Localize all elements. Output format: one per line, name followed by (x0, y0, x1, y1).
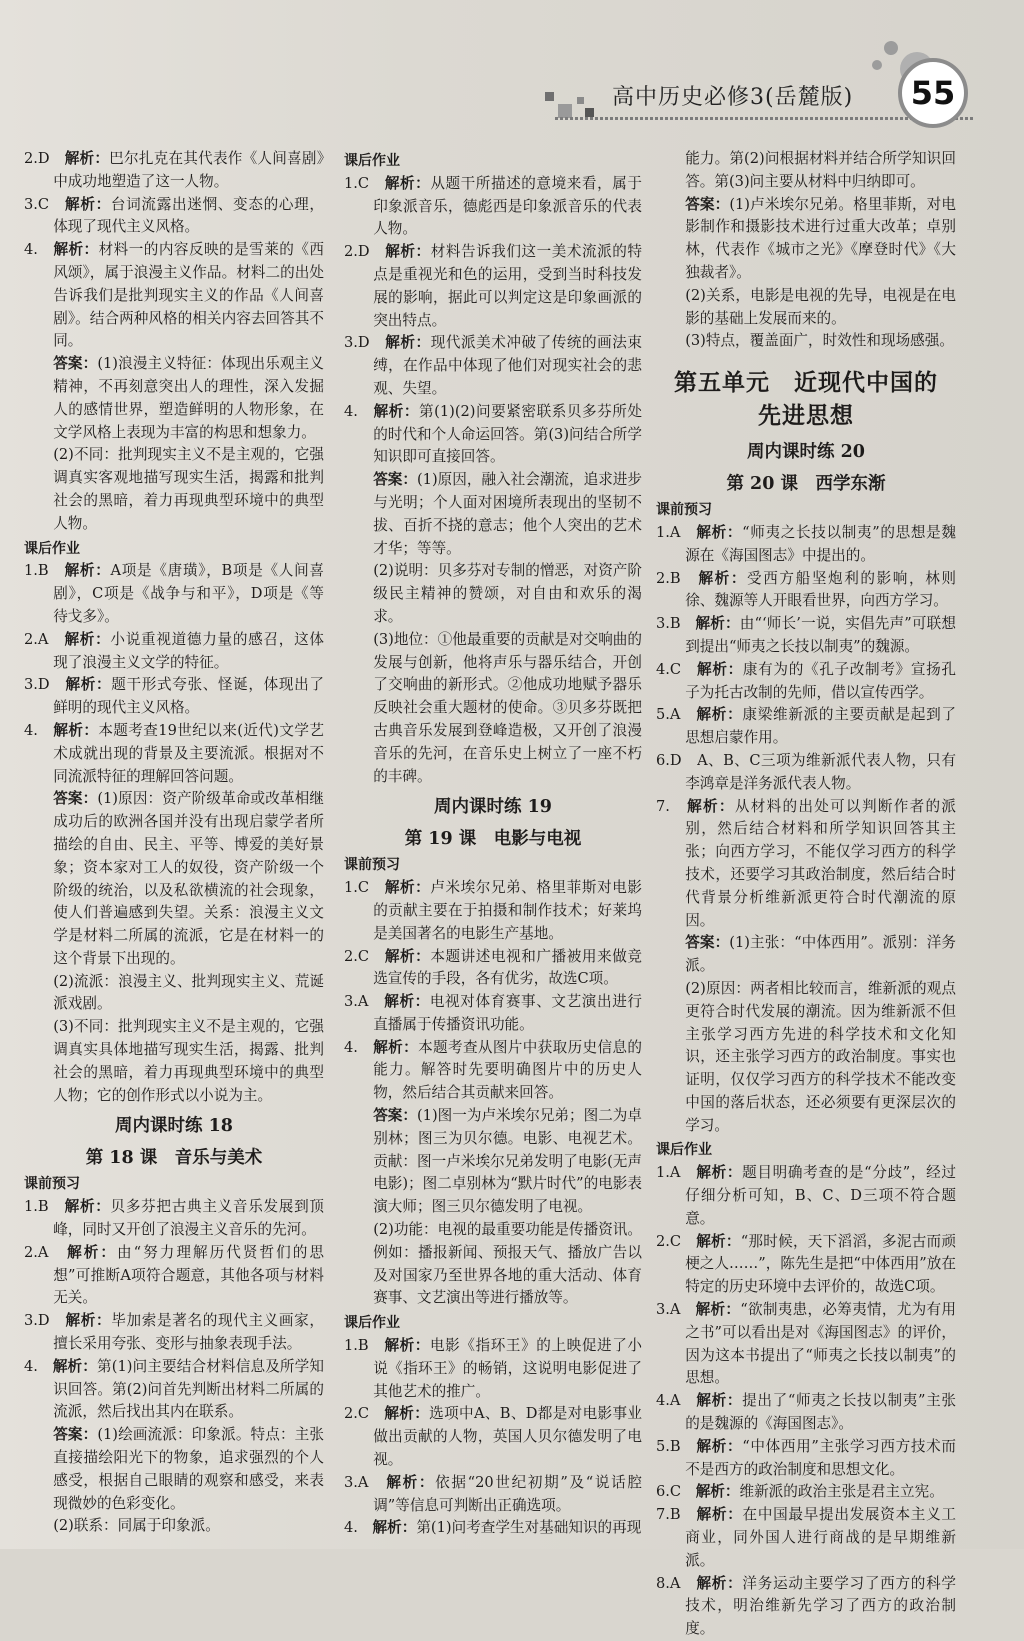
answer-item (24, 674, 324, 720)
keyword-label: 解析： (687, 797, 735, 815)
item-text: 巴尔扎克在其代表作《人间喜剧》中成功地塑造了这一人物。 (53, 150, 325, 190)
keyword-label: 解析： (67, 1243, 118, 1261)
answer-item (24, 239, 324, 353)
item-text: 电影《指环王》的上映促进了小说《指环王》的畅销，这说明电影促进了其他艺术的推广。 (373, 1337, 642, 1400)
answer-detail (656, 285, 956, 331)
answer-item (24, 560, 324, 628)
item-number: 4.A (656, 1392, 697, 1410)
answer-item (24, 629, 324, 675)
keyword-label: 答案： (373, 1107, 417, 1125)
answer-detail (656, 330, 956, 353)
keyword-label: 解析： (384, 174, 431, 192)
lesson-heading: 第 18 课 音乐与美术 (85, 1148, 263, 1169)
page-number: 55 (898, 58, 968, 128)
item-text: 从材料的出处可以判断作者的派别，然后结合材料和所学知识回答其主张；向西方学习，不能仅学习西方的科学技术，还要学习其政治制度，然后结合时代背景分析维新派更符合时代潮流的原因。 (685, 797, 956, 929)
keyword-label: 答案： (373, 471, 417, 489)
answer-item (24, 148, 324, 194)
item-text: 本题考查从图片中获取历史信息的能力。解答时先要明确图片中的历史人物，然后结合其贡献来回答。 (373, 1038, 642, 1102)
keyword-label: 答案： (53, 355, 98, 373)
item-text: (1)主张：“中体西用”。派别：洋务派。 (685, 934, 956, 975)
item-text: 贝多芬把古典主义音乐发展到顶峰，同时又开创了浪漫主义音乐的先河。 (53, 1198, 324, 1239)
item-number: 3.D (344, 334, 386, 352)
answer-item (656, 1390, 956, 1436)
answer-item (656, 659, 956, 705)
item-text: 在中国最早提出发展资本主义工商业，同外国人进行商战的是早期维新派。 (685, 1506, 956, 1569)
item-text: (1)卢米埃尔兄弟。格里菲斯，对电影制作和摄影技术进行过重大改革；卓别林，代表作《城市之光》《摩登时代》《大独裁者》。 (685, 195, 956, 281)
item-number: 2.C (344, 947, 385, 965)
item-number: 1.C (344, 879, 385, 897)
keyword-label: 解析： (386, 1473, 436, 1491)
item-number: 2.B (656, 569, 699, 587)
keyword-label: 解析： (384, 1337, 430, 1355)
answer-item (344, 946, 642, 992)
item-text: 卢米埃尔兄弟、格里菲斯对电影的贡献主要在于拍摄和制作技术；好莱坞是美国著名的电影生产基地。 (373, 879, 642, 942)
item-number: 1.A (656, 523, 697, 541)
keyword-label: 解析： (697, 660, 743, 678)
lesson-heading: 周内课时练 19 (434, 797, 552, 818)
answer-item (344, 1037, 642, 1105)
section-heading: 课后作业 (24, 540, 80, 557)
item-number: 1.C (344, 174, 385, 192)
answer-item (656, 1299, 956, 1390)
item-text: 第(1)(2)问要紧密联系贝多芬所处的时代和个人命运回答。第(3)问结合所学知识即可直接回答。 (373, 402, 642, 466)
item-text: 题干形式夸张、怪诞，体现出了鲜明的现代主义风格。 (53, 676, 324, 717)
item-number: 4. (344, 1038, 374, 1056)
item-text: (1)绘画流派：印象派。特点：主张直接描绘阳光下的物象，追求强烈的个人感受，根据自己眼睛的观察和感受，来表现微妙的色彩变化。 (53, 1426, 324, 1512)
keyword-label: 解析： (698, 569, 748, 587)
item-text: 洋务运动主要学习了西方的科学技术，明治维新先学习了西方的政治制度。 (685, 1574, 956, 1638)
answer-detail (344, 560, 642, 628)
keyword-label: 解析： (695, 1301, 741, 1319)
item-number: 7. (656, 797, 688, 815)
keyword-label: 答案： (53, 790, 98, 808)
section-heading: 课前预习 (656, 502, 712, 519)
item-text: (2)流派：浪漫主义、批判现实主义、荒诞派戏剧。 (53, 972, 324, 1013)
item-number: 4. (344, 1519, 373, 1537)
lesson-heading: 第 20 课 西学东渐 (726, 474, 886, 495)
bubble-decoration (884, 41, 898, 55)
item-text: (1)原因：资产阶级革命或改革相继成功后的欧洲各国并没有出现启蒙学者所描绘的自由、民主、平等、博爱的美好景象；资本家对工人的奴役，资产阶级一个阶级的统治，以及私欲横流的社会现象，使人们普遍感到失望。关系：浪漫主义文学是材料二所属的流派，它是在材料一的这个背景下出现的。 (53, 790, 324, 967)
item-number: 4. (24, 1357, 53, 1375)
answer-detail (656, 148, 956, 194)
item-text: “欲制夷患，必筹夷情，尤为有用之书”可以看出是对《海国图志》的评价，因为这本书提出了“师夷之长技以制夷”的思想。 (685, 1301, 956, 1387)
item-text: 第(1)问主要结合材料信息及所学知识回答。第(2)问首先判断出材料二所属的流派，然后找出其内在联系。 (53, 1357, 324, 1421)
item-number: 2.A (24, 630, 65, 648)
answer-detail (24, 1515, 324, 1538)
answer-item (24, 720, 324, 788)
answer-item (344, 241, 642, 332)
keyword-label: 答案： (53, 1426, 98, 1444)
item-text: A、B、C三项为维新派代表人物，只有李鸿章是洋务派代表人物。 (685, 751, 956, 792)
item-number: 1.B (24, 1198, 65, 1216)
unit-heading: 先进思想 (758, 403, 854, 430)
answer-detail (656, 978, 956, 1138)
keyword-label: 解析： (696, 1164, 743, 1182)
answer-item (344, 1472, 642, 1518)
answer-detail (344, 1105, 642, 1219)
unit-heading: 第五单元 近现代中国的 (674, 370, 938, 397)
item-number: 5.B (656, 1437, 697, 1455)
answer-item (344, 173, 642, 241)
section-heading: 课前预习 (344, 857, 400, 874)
section-heading: 课后作业 (656, 1142, 712, 1159)
page-header (0, 0, 1024, 150)
column-left (24, 148, 324, 1538)
answer-detail (24, 1424, 324, 1515)
item-text: (2)关系，电影是电视的先导，电视是在电影的基础上发展而来的。 (685, 286, 956, 327)
keyword-label: 解析： (696, 523, 743, 541)
answer-detail (344, 629, 642, 789)
keyword-label: 解析： (696, 1437, 743, 1455)
item-text: 本题讲述电视和广播被用来做竞选宣传的手段，各有优劣，故选C项。 (373, 947, 642, 988)
answer-item (656, 613, 956, 659)
item-text: (2)说明：贝多芬对专制的憎恶，对资产阶级民主精神的赞颂，对自由和欢乐的渴求。 (373, 562, 642, 625)
item-number: 3.D (24, 676, 66, 694)
keyword-label: 解析： (385, 334, 431, 352)
item-text: (1)原因，融入社会潮流，追求进步与光明；个人面对困境所表现出的坚韧不拔、百折不挠的意志；他个人突出的艺术才华；等等。 (373, 471, 642, 557)
item-number: 2.C (656, 1232, 697, 1250)
answer-detail (344, 1219, 642, 1310)
section-heading: 课后作业 (344, 153, 400, 169)
item-text: (2)功能：电视的最重要功能是传播资讯。例如：播报新闻、预报天气、播放广告以及对国家乃至世界各地的重大活动、体育赛事、文艺演出等进行播放等。 (373, 1221, 642, 1307)
item-text: 康有为的《孔子改制考》宣扬孔子为托古改制的先师，借以宣传西学。 (685, 660, 956, 701)
section-heading: 课后作业 (344, 1315, 400, 1332)
keyword-label: 解析： (385, 243, 431, 261)
item-text: (2)联系：同属于印象派。 (53, 1517, 220, 1535)
item-number: 4. (344, 402, 374, 420)
item-text: A项是《唐璜》，B项是《人间喜剧》，C项是《战争与和平》，D项是《等待戈多》。 (53, 562, 324, 625)
item-number: 4.C (656, 660, 698, 678)
answer-detail (24, 353, 324, 444)
item-text: 现代派美术冲破了传统的画法束缚，在作品中体现了他们对现实社会的悲观、失望。 (373, 334, 642, 397)
answer-detail (24, 444, 324, 535)
item-text: 由“努力理解历代贤哲们的思想”可推断A项符合题意，其他各项与材料无关。 (53, 1243, 324, 1307)
item-text: 题目明确考查的是“分歧”，经过仔细分析可知，B、C、D三项不符合题意。 (685, 1164, 956, 1227)
answer-item (656, 1436, 956, 1482)
keyword-label: 解析： (384, 993, 430, 1011)
bubble-decoration (872, 60, 882, 70)
keyword-label: 解析： (373, 402, 420, 420)
item-number: 2.A (24, 1243, 68, 1261)
answer-item (656, 704, 956, 750)
keyword-label: 解析： (696, 1506, 743, 1524)
keyword-label: 答案： (685, 195, 730, 213)
item-text: 提出了“师夷之长技以制夷”主张的是魏源的《海国图志》。 (685, 1392, 956, 1433)
keyword-label: 解析： (52, 1357, 98, 1375)
keyword-label: 解析： (65, 195, 111, 213)
keyword-label: 解析： (696, 1392, 743, 1410)
keyword-label: 答案： (685, 934, 730, 952)
answer-detail (656, 194, 956, 285)
item-number: 2.C (344, 1405, 385, 1423)
item-number: 8.A (656, 1574, 697, 1592)
answer-detail (24, 788, 324, 970)
item-text: 小说重视道德力量的感召，这体现了浪漫主义文学的特征。 (53, 630, 324, 671)
item-number: 3.A (344, 993, 385, 1011)
keyword-label: 解析： (384, 879, 431, 897)
answer-item (656, 1504, 956, 1572)
answer-detail (656, 932, 956, 978)
item-number: 2.D (24, 150, 65, 167)
item-text: (1)图一为卢米埃尔兄弟；图二为卓别林；图三为贝尔德。电影、电视艺术。贡献：图一卢米埃尔兄弟发明了电影(无声电影)；图二卓别林为“默片时代”的电影表演大师；图三贝尔德发明了电视。 (373, 1107, 642, 1216)
item-text: 从题干所描述的意境来看，属于印象派音乐，德彪西是印象派音乐的代表人物。 (373, 174, 642, 238)
keyword-label: 解析： (373, 1038, 419, 1056)
column-middle (344, 148, 642, 1540)
answer-item (656, 1481, 956, 1504)
answer-detail (344, 469, 642, 560)
keyword-label: 解析： (384, 1405, 430, 1423)
item-number: 2.D (344, 243, 386, 261)
answer-item (24, 1356, 324, 1424)
item-text: 由“‘师长’一说，实倡先声”可联想到提出“师夷之长技以制夷”的魏源。 (685, 615, 956, 655)
answer-item (344, 1517, 642, 1540)
item-number: 3.B (656, 615, 696, 633)
keyword-label: 解析： (64, 562, 111, 580)
item-number: 4. (24, 241, 54, 259)
answer-item (656, 568, 956, 614)
answer-detail (24, 1016, 324, 1107)
item-text: (1)浪漫主义特征：体现出乐观主义精神，不再刻意突出人的理性，深入发掘人的感情世界，塑造鲜明的人物形象，在文学风格上表现为丰富的构思和想象力。 (53, 355, 324, 441)
item-number: 5.A (656, 706, 697, 724)
keyword-label: 解析： (65, 1312, 112, 1330)
item-number: 6.C (656, 1483, 696, 1501)
book-title: 高中历史必修3(岳麓版) (612, 85, 854, 110)
item-text: (3)特点，覆盖面广，时效性和现场感强。 (685, 332, 954, 350)
keyword-label: 解析： (53, 241, 99, 259)
item-text: 受西方船坚炮利的影响，林则徐、魏源等人开眼看世界，向西方学习。 (685, 569, 956, 610)
answer-item (656, 796, 956, 933)
item-text: 能力。第(2)问根据材料并结合所学知识回答。第(3)问主要从材料中归纳即可。 (685, 150, 956, 190)
answer-item (344, 332, 642, 400)
item-text: (2)原因：两者相比较而言，维新派的观点更符合时代发展的潮流。因为维新派不但主张学习西方先进的科学技术和文化知识，还主张学习西方的政治制度。事实也证明，仅仅学习西方的科学技术不能改变中国的落后状态，还必须要有更深层次的学习。 (685, 979, 956, 1134)
answer-item (24, 194, 324, 240)
answer-item (24, 1196, 324, 1242)
keyword-label: 解析： (372, 1519, 417, 1537)
item-number: 3.C (24, 195, 66, 213)
item-text: 材料一的内容反映的是雪莱的《西风颂》，属于浪漫主义作品。材料二的出处告诉我们是批判现实主义的作品《人间喜剧》。结合两种风格的相关内容去回答其不同。 (53, 241, 324, 350)
keyword-label: 解析： (384, 947, 431, 965)
item-number: 1.A (656, 1164, 697, 1182)
keyword-label: 解析： (696, 1574, 743, 1592)
column-right (656, 148, 956, 1641)
keyword-label: 解析： (65, 676, 112, 694)
item-number: 1.B (344, 1337, 385, 1355)
item-text: 第(1)问考查学生对基础知识的再现 (416, 1519, 642, 1537)
lesson-heading: 第 19 课 电影与电视 (404, 829, 582, 850)
item-number: 7.B (656, 1506, 697, 1524)
keyword-label: 解析： (696, 1232, 741, 1250)
answer-item (656, 1231, 956, 1299)
answer-item (656, 1162, 956, 1230)
item-text: (2)不同：批判现实主义不是主观的，它强调真实客观地描写现实生活，揭露和批判社会的黑暗，着力再现典型环境中的典型人物。 (53, 446, 324, 532)
section-heading: 课前预习 (24, 1176, 80, 1193)
keyword-label: 解析： (64, 150, 110, 167)
item-text: 本题考查19世纪以来(近代)文学艺术成就出现的背景及主要流派。根据对不同流派特征的理解回答问题。 (53, 721, 324, 785)
answer-item (344, 401, 642, 469)
item-number: 6.D (656, 751, 698, 769)
answer-item (656, 750, 956, 796)
answer-item (656, 1573, 956, 1641)
item-number: 3.A (344, 1473, 387, 1491)
item-number: 4. (24, 721, 54, 739)
item-text: (3)地位：①他最重要的贡献是对交响曲的发展与创新，他将声乐与器乐结合，开创了交响曲的新形式。②他成功地赋予器乐反映社会重大题材的使命。③贝多芬既把古典音乐发展到登峰造极，又开创了浪漫音乐的先河，在音乐史上树立了一座不朽的丰碑。 (373, 630, 642, 785)
item-text: 电视对体育赛事、文艺演出进行直播属于传播资讯功能。 (373, 993, 642, 1033)
lesson-heading: 周内课时练 18 (115, 1116, 233, 1137)
answer-item (344, 1335, 642, 1403)
item-text: 依据“20世纪初期”及“说话腔调”等信息可判断出正确选项。 (373, 1473, 642, 1514)
answer-item (344, 991, 642, 1037)
item-text: 台词流露出迷惘、变态的心理，体现了现代主义风格。 (53, 195, 324, 236)
keyword-label: 解析： (53, 721, 99, 739)
item-number: 1.B (24, 562, 65, 580)
answer-item (24, 1310, 324, 1356)
item-text: (3)不同：批判现实主义不是主观的，它强调真实具体地描写现实生活，揭露、批判社会的黑暗，着力再现典型环境中的典型人物；它的创作形式以小说为主。 (53, 1018, 324, 1104)
item-text: 康梁维新派的主要贡献是起到了思想启蒙作用。 (685, 706, 956, 747)
answer-item (344, 1403, 642, 1471)
item-number: 3.D (24, 1312, 66, 1330)
item-number: 3.A (656, 1301, 696, 1319)
answer-item (24, 1242, 324, 1310)
item-text: “那时候，天下滔滔，多泥古而顽梗之人……”，陈先生是把“中体西用”放在特定的历史环境中去评价的，故选C项。 (685, 1232, 956, 1296)
item-text: 选项中A、B、D都是对电影事业做出贡献的人物，英国人贝尔德发明了电视。 (373, 1405, 642, 1469)
keyword-label: 解析： (696, 706, 743, 724)
lesson-heading: 周内课时练 20 (747, 442, 865, 463)
keyword-label: 解析： (695, 615, 740, 633)
keyword-label: 解析： (64, 1198, 111, 1216)
item-text: “中体西用”主张学习西方技术而不是西方的政治制度和思想文化。 (685, 1437, 956, 1478)
keyword-label: 解析： (64, 630, 111, 648)
item-text: “师夷之长技以制夷”的思想是魏源在《海国图志》中提出的。 (685, 523, 956, 564)
item-text: 维新派的政治主张是君主立宪。 (739, 1483, 944, 1501)
item-text: 材料告诉我们这一美术流派的特点是重视光和色的运用，受到当时科技发展的影响，据此可以判定这是印象画派的突出特点。 (373, 243, 642, 329)
keyword-label: 解析： (695, 1483, 740, 1501)
answer-item (656, 522, 956, 568)
answer-item (344, 877, 642, 945)
item-text: 毕加索是著名的现代主义画家，擅长采用夸张、变形与抽象表现手法。 (53, 1312, 324, 1353)
answer-detail (24, 971, 324, 1017)
